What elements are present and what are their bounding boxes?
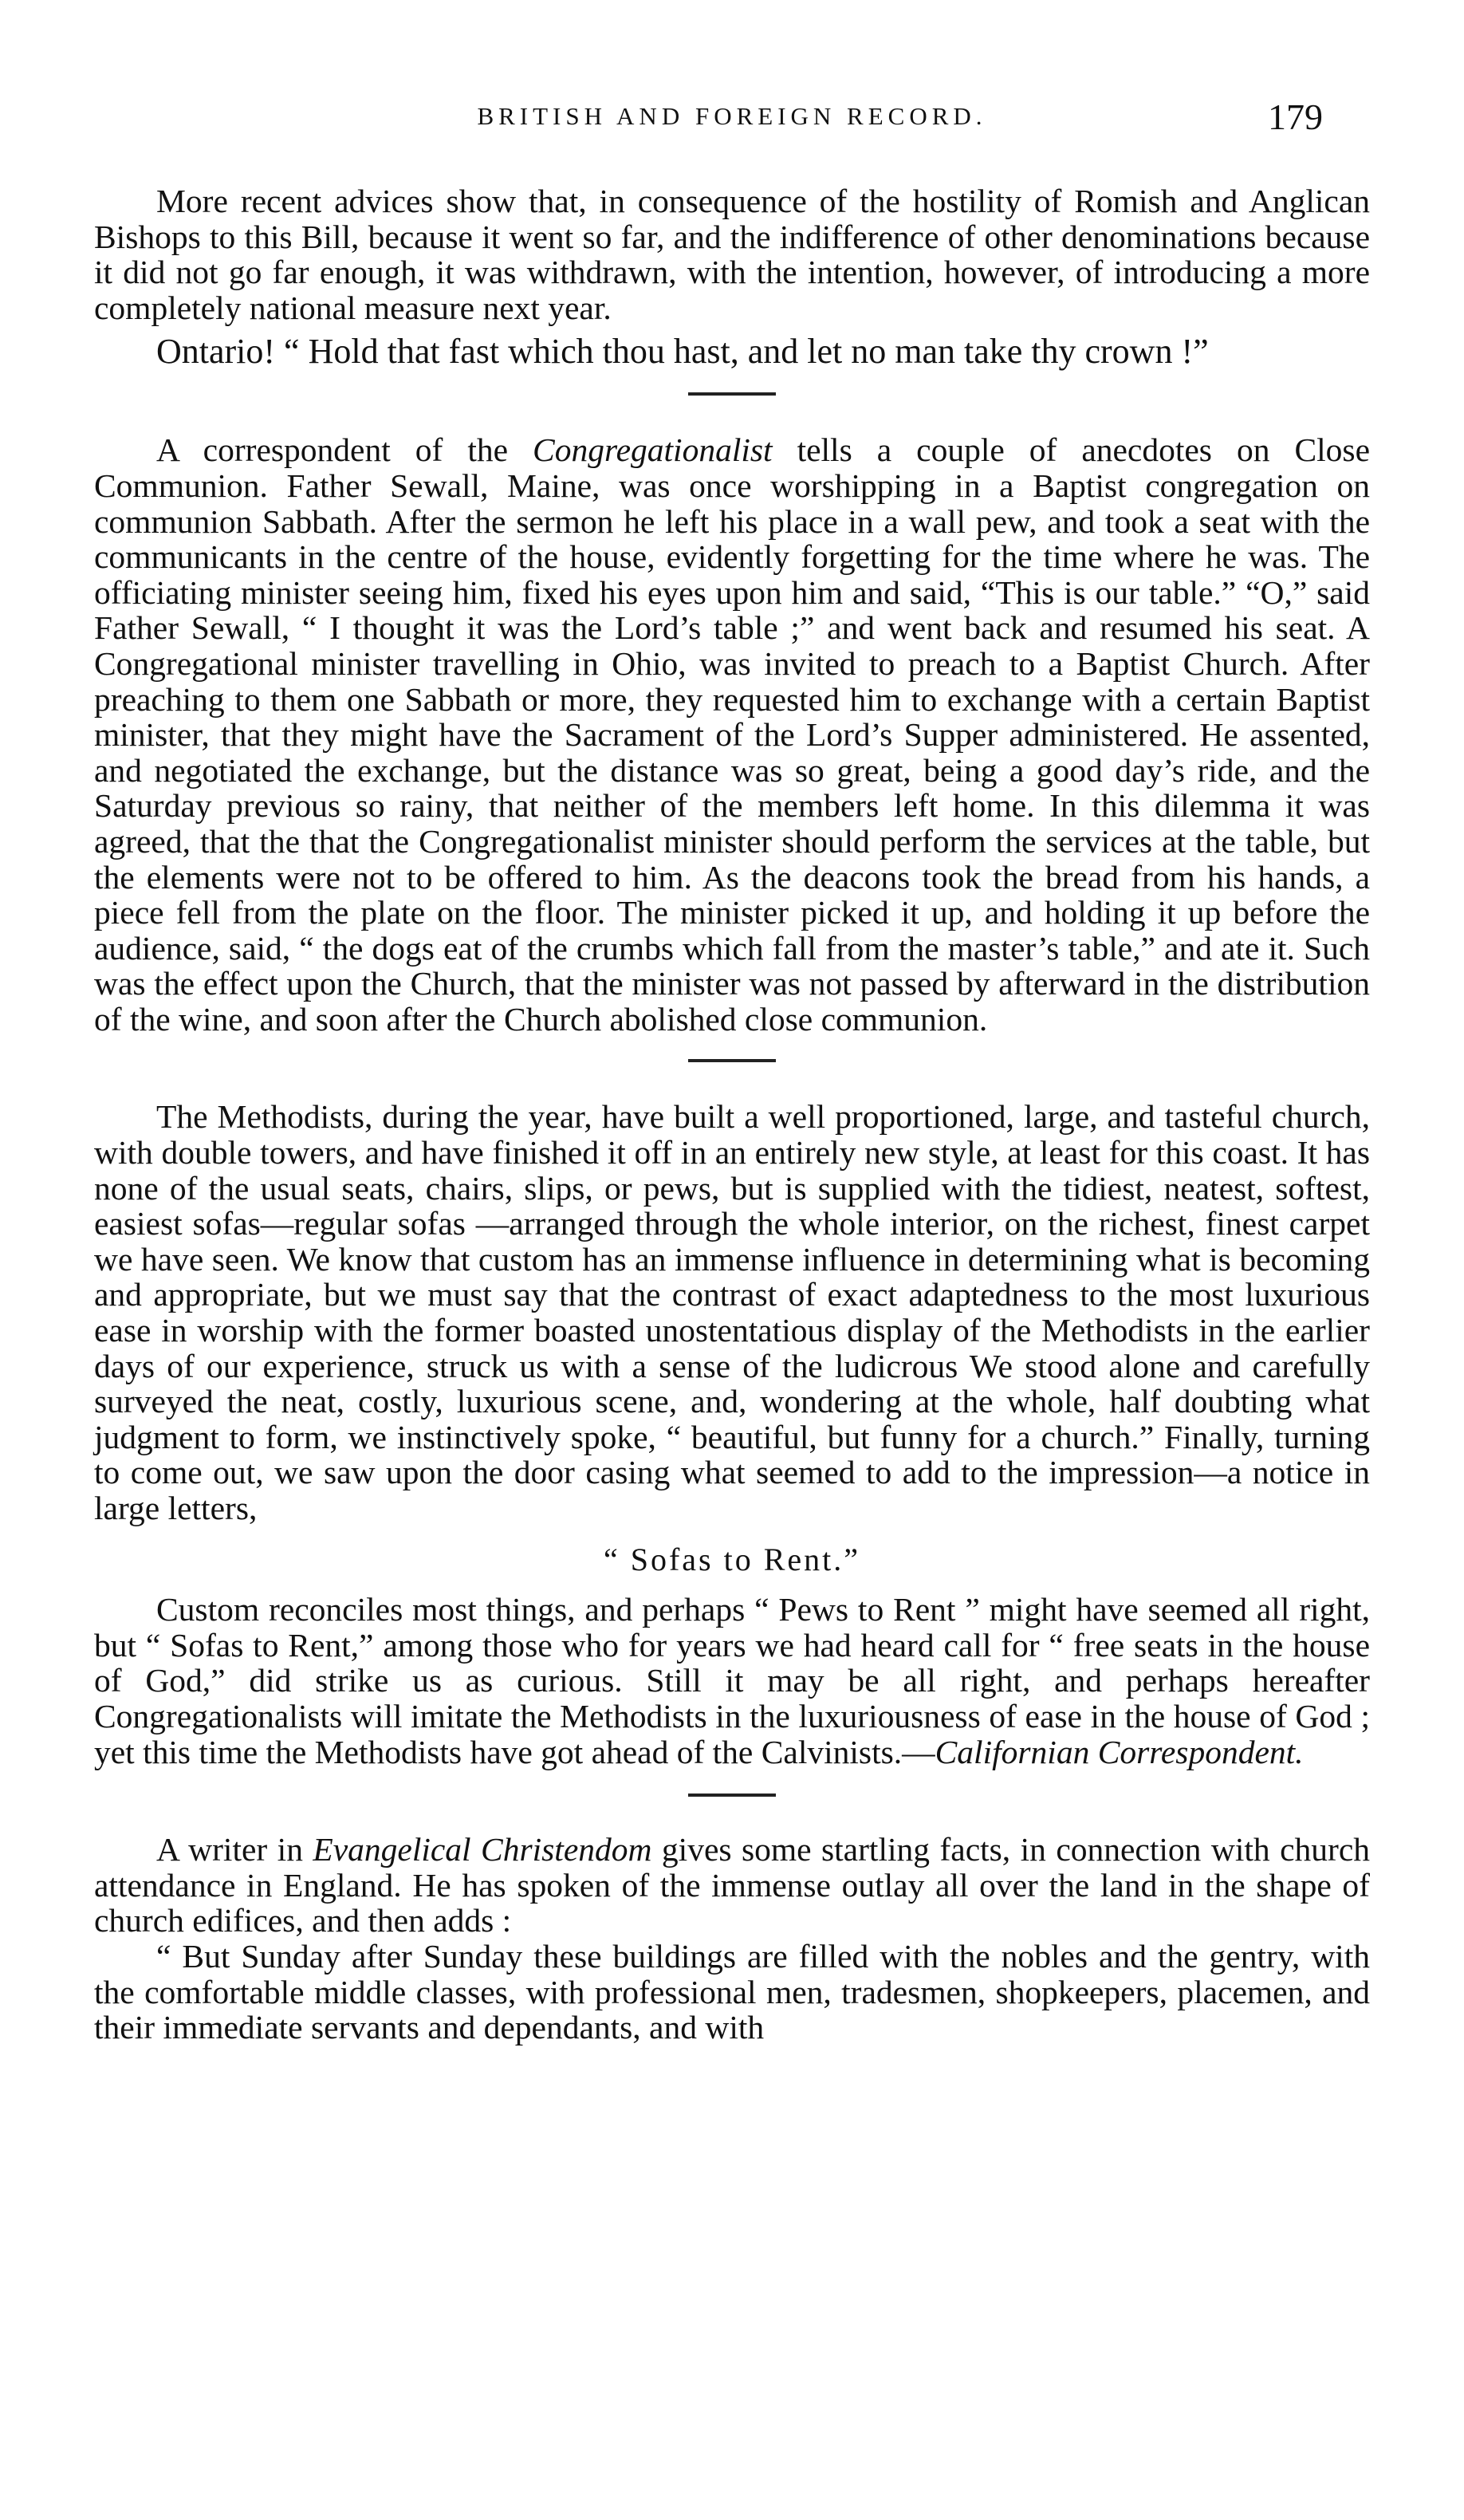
text-run: tells a couple of anecdotes on Close Communion. Father Sewall, Maine, was once worshipping in a Baptist congregation on communion Sabbath. After the sermon he left his place in a wall pew, and took a seat with the communicants in the centre of the house, evidently forgetting for the time where he was. The officiating minister seeing him, fixed his eyes upon him and said, “This is our table.” “O,” said Father Sewall, “ I thought it was the Lord’s table ;” and went back and resumed his seat. A Congregational minister travelling in Ohio, was invited to preach to a Baptist Church. After preaching to them one Sabbath or more, they requested him to exchange with a certain Baptist minister, that they might have the Sacrament of the Lord’s Supper administered. He assented, and negotiated the exchange, but the distance was so great, being a good day’s ride, and the Saturday previous so rainy, that neither of the members left home. In this dilemma it was agreed, that the that the Congregationalist minister should perform the services at the table, but the elements were not to be offered to him. As the deacons took the bread from his hands, a piece fell from the plate on the floor. The minister picked it up, and holding it up before the audience, said, “ the dogs eat of the crumbs which fall from the master’s table,” and ate it. Such was the effect upon the Church, that the minister was not passed by afterward in the distribution of the wine, and soon after the Church abolished close communion. bbox=[94, 431, 1370, 1038]
paragraph-church-attendance bbox=[94, 1832, 1370, 1939]
text-run: A correspondent of the bbox=[156, 431, 533, 469]
section-divider bbox=[688, 1794, 776, 1797]
publication-title: Congregationalist bbox=[533, 431, 773, 469]
running-title: BRITISH AND FOREIGN RECORD. bbox=[477, 102, 987, 130]
page-number: 179 bbox=[1268, 96, 1323, 137]
paragraph-close-communion bbox=[94, 432, 1370, 1037]
paragraph-quotation: “ But Sunday after Sunday these buildings are filled with the nobles and the gentry, with the comfortable middle classes, with professional men, tradesmen, shopkeepers, placemen, and their immediate servants and dependants, and with bbox=[94, 1937, 1370, 2046]
paragraph-custom-reconciles bbox=[94, 1592, 1370, 1770]
page-header bbox=[0, 96, 1464, 144]
text-run: A writer in bbox=[156, 1831, 313, 1868]
source-attribution: Californian Correspondent. bbox=[935, 1733, 1304, 1770]
notice-sofas-to-rent: “ Sofas to Rent.” bbox=[603, 1541, 861, 1577]
paragraph-methodist-church: The Methodists, during the year, have built a well proportioned, large, and tasteful church, with double towers, and have finished it off in an entirely new style, at least for this coast. It has none of the usual seats, chairs, slips, or pews, but is supplied with the tidiest, neatest, softest, easiest sofas—regular sofas —arranged through the whole interior, on the richest, finest carpet we have seen. We know that custom has an immense influence in determining what is becoming and appropriate, but we must say that the contrast of exact adaptedness to the most luxurious ease in worship with the former boasted unostentatious display of the Methodists in the earlier days of our experience, struck us with a sense of the ludicrous We stood alone and carefully surveyed the neat, costly, luxurious scene, and, wondering at the whole, half doubting what judgment to form, we instinctively spoke, “ beautiful, but funny for a church.” Finally, turning to come out, we saw upon the door casing what seemed to add to the impression—a notice in large letters, bbox=[94, 1098, 1370, 1526]
text-column bbox=[94, 183, 1370, 2046]
publication-title: Evangelical Christendom bbox=[313, 1831, 652, 1868]
section-divider bbox=[688, 392, 776, 396]
text-run: gives some startling facts, in connection with church attendance in England. He has spoken of the immense outlay all over the land in the shape of church edifices, and then adds : bbox=[94, 1831, 1370, 1939]
text-run: Custom reconciles most things, and perhaps “ Pews to Rent ” might have seemed all right, but “ Sofas to Rent,” among those who for years we had heard call for “ free seats in the house of God,” did strike us as curious. Still it may be all right, and perhaps hereafter Congregationalists will imitate the Methodists in the luxuriousness of ease in the house of God ; yet this time the Methodists have got ahead of the Calvinists.— bbox=[94, 1591, 1370, 1770]
paragraph-bill-withdrawn: More recent advices show that, in consequence of the hostility of Romish and Anglican Bishops to this Bill, because it went so far, and the indifference of other denominations because it did not go far enough, it was withdrawn, with the intention, however, of introducing a more completely national measure next year. bbox=[94, 183, 1370, 326]
section-divider bbox=[688, 1059, 776, 1062]
paragraph-ontario-exhortation: Ontario! “ Hold that fast which thou hast, and let no man take thy crown !” bbox=[156, 332, 1209, 372]
